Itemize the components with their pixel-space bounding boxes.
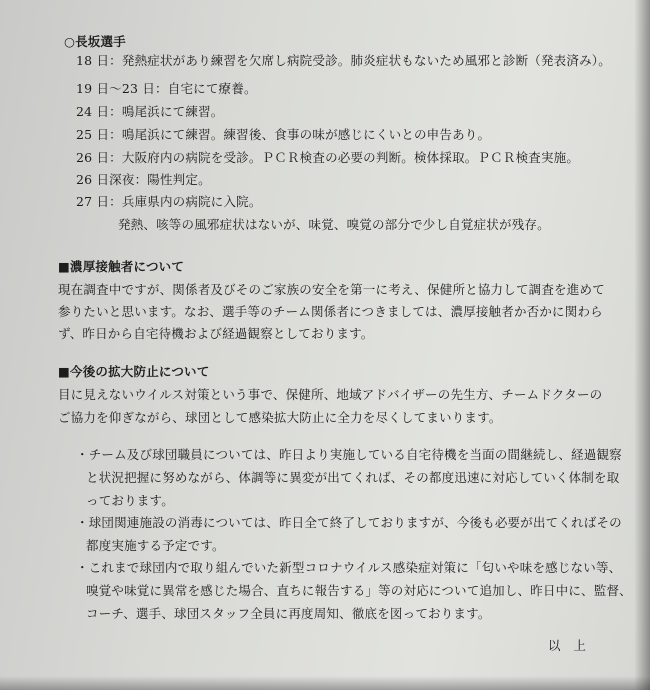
entry-25: 25 日：鳴尾浜にて練習。練習後、食事の味が感じにくいとの申告あり。 bbox=[76, 127, 491, 142]
page-bottom-shadow bbox=[0, 676, 650, 690]
bullet2-line-2: 都度実施する予定です。 bbox=[86, 538, 225, 553]
entry-18: 18 日：発熱症状があり練習を欠席し病院受診。肺炎症状もないため風邪と診断（発表済み）。 bbox=[76, 53, 611, 68]
section2-line-2: 参りたいと思います。なお、選手等のチーム関係者につきましては、濃厚接触者か否かに関わら bbox=[58, 304, 603, 319]
bullet2-line-1: ・球団関連施設の消毒については、昨日全て終了しておりますが、今後も必要が出てくればその bbox=[76, 515, 622, 530]
bullet1-line-1: ・チーム及び球団職員については、昨日より実施している自宅待機を当面の間継続し、経過観察 bbox=[76, 447, 622, 462]
entry-27: 27 日：兵庫県内の病院に入院。 bbox=[76, 194, 262, 209]
symptom-note: 発熱、咳等の風邪症状はないが、味覚、嗅覚の部分で少し自覚症状が残存。 bbox=[118, 217, 550, 232]
bullet1-line-3: っております。 bbox=[86, 493, 174, 508]
bullet1-line-2: と状況把握に努めながら、体調等に異変が出てくれば、その都度迅速に対応していく体制を取 bbox=[86, 470, 620, 485]
entry-26-late: 26 日深夜：陽性判定。 bbox=[76, 172, 211, 187]
section2-heading: ■濃厚接触者について bbox=[58, 259, 185, 274]
entry-24: 24 日：鳴尾浜にて練習。 bbox=[76, 104, 224, 119]
section3-line-2: ご協力を仰ぎながら、球団として感染拡大防止に全力を尽くしてまいります。 bbox=[58, 410, 502, 425]
section3-line-1: 目に見えないウイルス対策という事で、保健所、地域アドバイザーの先生方、チームドクターの bbox=[58, 387, 603, 402]
section1-heading: ○長坂選手 bbox=[64, 34, 126, 49]
bullet3-line-2: 嗅覚や味覚に異常を感じた場合、直ちに報告する」等の対応について追加し、昨日中に、監督、 bbox=[86, 583, 632, 598]
bullet3-line-3: コーチ、選手、球団スタッフ全員に再度周知、徹底を図っております。 bbox=[86, 606, 491, 621]
bullet3-line-1: ・これまで球団内で取り組んでいた新型コロナウイルス感染症対策に「匂いや味を感じない等、 bbox=[76, 560, 622, 575]
entry-19-23: 19 日～23 日：自宅にて療養。 bbox=[76, 81, 257, 96]
entry-26: 26 日：大阪府内の病院を受診。ＰＣＲ検査の必要の判断。検体採取。ＰＣＲ検査実施。 bbox=[76, 150, 580, 165]
page-edge-shadow bbox=[634, 0, 650, 690]
closing: 以 上 bbox=[548, 638, 587, 653]
section2-line-3: ず、昨日から自宅待機および経過観察としております。 bbox=[58, 326, 374, 341]
section3-heading: ■今後の拡大防止について bbox=[58, 364, 210, 379]
section2-line-1: 現在調査中ですが、関係者及びそのご家族の安全を第一に考え、保健所と協力して調査を進めて bbox=[58, 282, 605, 297]
